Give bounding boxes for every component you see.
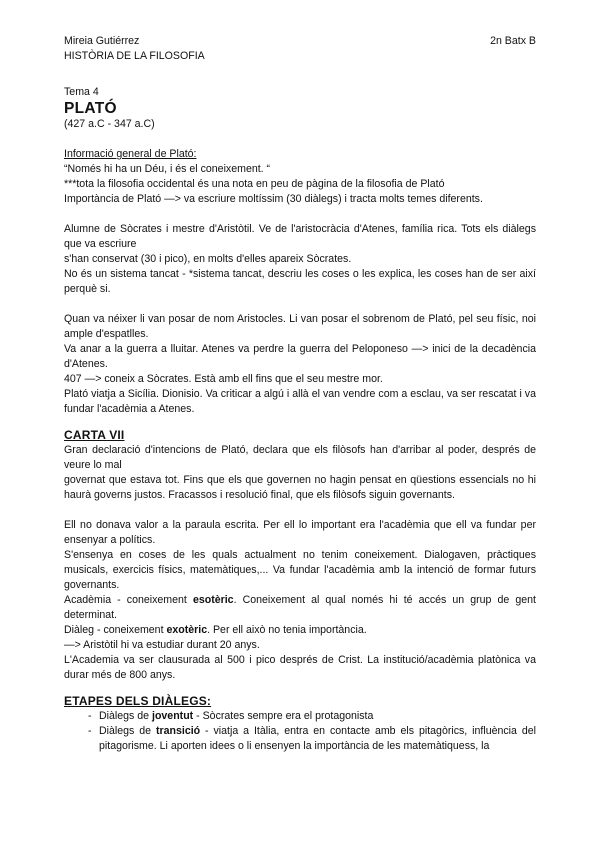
bio-paragraph: Plató viatja a Sicília. Dionisio. Va criticar a algú i allà el van vendre com a esclau, va ser rescatat i va fundar l'acadèmia a Atenes. (64, 388, 536, 415)
carta-paragraph: governat que estava tot. Fins que els que governen no hagin pensat en qüestions essencials no hi haurà governs justos. Fracassos i resolució final, que els filòsofs siguin governants. (64, 474, 536, 501)
text-run: Diàlegs de (99, 725, 156, 737)
spacer (64, 297, 536, 312)
bio-paragraph: Quan va néixer li van posar de nom Aristocles. Li van posar el sobrenom de Plató, pel seu físic, noi ample d'espatlles. (64, 313, 536, 340)
etapes-list (64, 709, 536, 754)
spacer (64, 683, 536, 694)
academia-paragraph: —> Aristòtil hi va estudiar durant 20 anys. (64, 639, 260, 651)
document-body (64, 85, 536, 754)
topic-label: Tema 4 (64, 86, 99, 98)
bio-paragraph: Alumne de Sòcrates i mestre d'Aristòtil. Ve de l'aristocràcia d'Atenes, família rica. Tots els diàlegs que va escriure (64, 223, 536, 250)
header-row (64, 34, 536, 49)
bio-paragraph: Va anar a la guerra a lluitar. Atenes va perdre la guerra del Peloponeso —> inici de la decadència d'Atenes. (64, 343, 536, 370)
academia-paragraph: S'ensenya en coses de les quals actualment no tenim coneixement. Dialogaven, pràctiques musicals, exercicis físics, matemàtiques,... Va fundar l'acadèmia amb la intenció de formar futurs governants. (64, 549, 536, 591)
spacer (64, 503, 536, 518)
spacer (64, 417, 536, 428)
text-run: . Coneixement al qual només hi té accés un grup de gent determinat. (64, 594, 536, 621)
spacer (64, 132, 536, 147)
carta-paragraph: Gran declaració d'intencions de Plató, declara que els filòsofs han d'arribar al poder, després de veure lo mal (64, 444, 536, 471)
text-run: - viatja a Itàlia, entra en contacte amb els pitagòrics, influència del pitagorisme. Li aporten idees o li ensenyen la importància de les matemàtiquess, la (99, 725, 536, 752)
bold-term: exotèric (166, 624, 208, 636)
general-quote: “Només hi ha un Déu, i és el coneixement. “ (64, 163, 271, 175)
text-run: Diàlegs de (99, 710, 152, 722)
bio-paragraph: No és un sistema tancat - *sistema tancat, descriu les coses o les explica, les coses han de ser així perquè si. (64, 268, 536, 295)
bold-term: joventut (152, 710, 194, 722)
topic-dates: (427 a.C - 347 a.C) (64, 118, 155, 130)
bold-term: transició (155, 725, 201, 737)
carta-vii-heading: CARTA VII (64, 428, 125, 442)
academia-paragraph: L'Academia va ser clausurada al 500 i pico després de Crist. La institució/acadèmia platònica va durar més de 800 anys. (64, 654, 536, 681)
academia-exoteric (64, 623, 536, 638)
list-item (64, 724, 536, 754)
general-importance: Importància de Plató —> va escriure moltíssim (30 diàlegs) i tracta molts temes diferents. (64, 193, 483, 205)
text-run: Acadèmia - coneixement (64, 594, 193, 606)
page-header (64, 34, 536, 64)
author-name: Mireia Gutiérrez (64, 35, 140, 47)
bio-paragraph: 407 —> coneix a Sòcrates. Està amb ell fins que el seu mestre mor. (64, 373, 383, 385)
general-info-heading: Informació general de Plató: (64, 148, 197, 160)
text-run: . Per ell això no tenia importància. (207, 624, 367, 636)
list-item (64, 709, 536, 724)
text-run: - Sòcrates sempre era el protagonista (193, 710, 374, 722)
academia-esoteric (64, 593, 536, 623)
academia-paragraph: Ell no donava valor a la paraula escrita. Per ell lo important era l'acadèmia que ell va fundar per ensenyar a polítics. (64, 519, 536, 546)
course-label: 2n Batx B (490, 35, 536, 47)
bio-paragraph: s'han conservat (30 i pico), en molts d'elles apareix Sòcrates. (64, 253, 352, 265)
general-note: ***tota la filosofia occidental és una nota en peu de pàgina de la filosofia de Plató (64, 178, 445, 190)
text-run: Diàleg - coneixement (64, 624, 167, 636)
spacer (64, 207, 536, 222)
bold-term: esotèric (192, 594, 234, 606)
subject-name: HISTÒRIA DE LA FILOSOFIA (64, 50, 205, 62)
document-title: PLATÓ (64, 100, 117, 117)
etapes-heading: ETAPES DELS DIÀLEGS: (64, 694, 212, 708)
